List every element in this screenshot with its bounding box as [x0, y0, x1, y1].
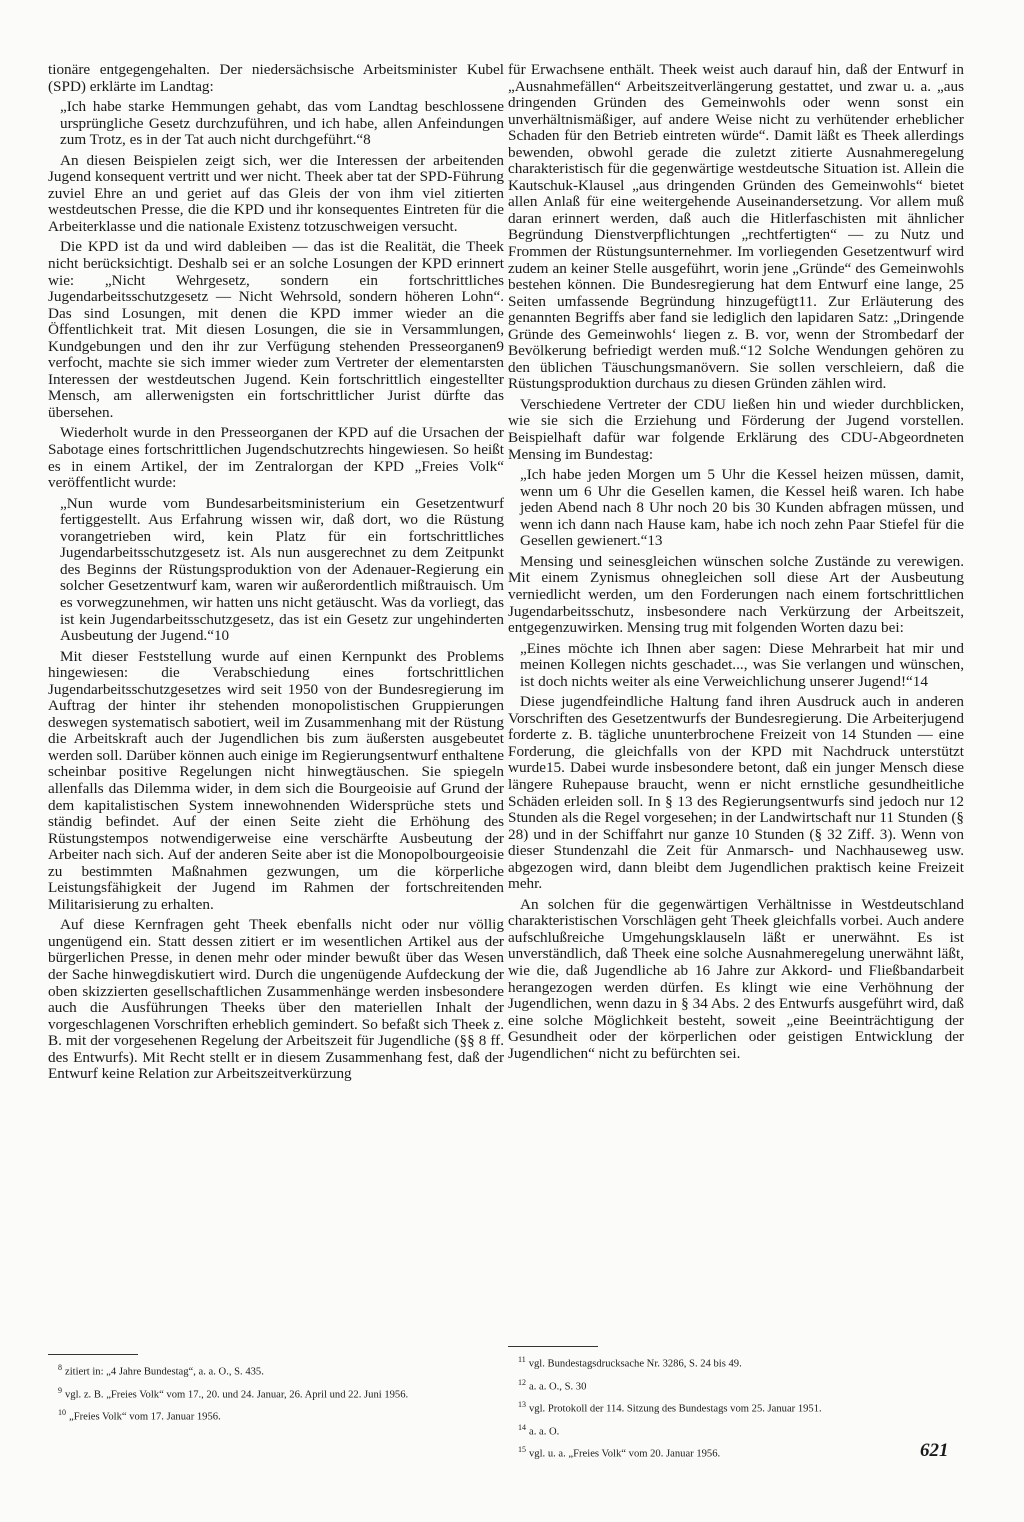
left-body-text	[48, 62, 504, 1344]
footnote-number: 10	[58, 1408, 66, 1418]
paragraph: Verschiedene Vertreter der CDU ließen hin und wieder durchblicken, wie sie sich die Erziehung und Förderung der Jugend vorstellen. Beispielhaft dafür war folgende Erklärung des CDU-Abgeordneten Mensing im Bundestag:	[508, 395, 964, 463]
paragraph: Mensing und seinesgleichen wünschen solche Zustände zu verewigen. Mit einem Zynismus ohnegleichen soll diese Art der Ausbeutung verniedlicht werden, um den Forderungen nach einem fortschrittlichen Jugendarbeitsschutz, insbesondere nach Verkürzung der Arbeitszeit, entgegenzuwirken. Mensing trug mit folgenden Worten dazu bei:	[508, 552, 964, 637]
right-body-text	[508, 62, 964, 1344]
paragraph: Wiederholt wurde in den Presseorganen der KPD auf die Ursachen der Sabotage eines fortschrittlichen Jugendschutzrechts hingewiesen. So heißt es in einem Artikel, der im Zentralorgan der KPD „Freies Volk“ veröffentlicht wurde:	[48, 424, 504, 492]
footnote-number: 11	[518, 1355, 526, 1364]
paragraph: An diesen Beispielen zeigt sich, wer die Interessen der arbeitenden Jugend konsequent vertritt und wer nicht. Theek aber tat der SPD-Führung zuviel Ehre an und geriet auf das Gleis der von ihm viel zitierten westdeutschen Presse, die die KPD und ihr konsequentes Eintreten für die Arbeiterklasse und die nationale Existenz totzuschweigen versucht.	[48, 151, 504, 235]
footnote	[508, 1443, 964, 1461]
footnote-number: 13	[518, 1400, 526, 1410]
footnote-divider	[48, 1354, 138, 1355]
footnote-number: 8	[58, 1363, 62, 1372]
footnote	[48, 1406, 504, 1424]
footnote-text: vgl. z. B. „Freies Volk“ vom 17., 20. und 24. Januar, 26. April und 22. Juni 1956.	[65, 1389, 409, 1401]
footnote	[508, 1421, 964, 1439]
footnote-text: a. a. O., S. 30	[529, 1381, 587, 1393]
footnote	[508, 1353, 964, 1371]
footnote-number: 15	[518, 1445, 526, 1455]
paragraph: Diese jugendfeindliche Haltung fand ihren Ausdruck auch in anderen Vorschriften des Gesetzentwurfs der Bundesregierung. Die Arbeiterjugend forderte z. B. tägliche ununterbrochene Freizeit von 14 Stunden — eine Forderung, die gleichfalls von der KPD mit Nachdruck unterstützt wurde15. Dabei wurde insbesondere betont, daß ein junger Mensch diese längere Ruhepause braucht, wenn er nicht ernstliche gesundheitliche Schäden erleiden soll. In § 13 des Regierungsentwurfs sind jedoch nur 12 Stunden als die Regel vorgesehen; in der Landwirtschaft nur 11 Stunden (§ 28) und in der Schiffahrt nur ganze 10 Stunden (§ 32 Ziff. 3). Wenn von dieser Stundenzahl die Zeit für Anmarsch- und Nachhauseweg usw. abgezogen wird, dann bleibt dem Jugendlichen praktisch keine Freizeit mehr.	[508, 693, 964, 893]
page-number: 621	[920, 1440, 949, 1461]
footnote-text: zitiert in: „4 Jahre Bundestag“, a. a. O., S. 435.	[65, 1366, 264, 1378]
footnote	[508, 1376, 964, 1394]
paragraph: tionäre entgegengehalten. Der niedersächsische Arbeitsminister Kubel (SPD) erklärte im Landtag:	[48, 62, 504, 95]
paragraph: Die KPD ist da und wird dableiben — das ist die Realität, die Theek nicht berücksichtigt. Deshalb sei er an solche Losungen der KPD erinnert wie: „Nicht Wehrgesetz, sondern ein fortschrittliches Jugendarbeitsschutzgesetz — Nicht Wehrsold, sondern höheren Lohn“. Das sind Losungen, mit denen die KPD immer wieder an die Öffentlichkeit trat. Mit diesen Losungen, die sie in Versammlungen, Kundgebungen und den ihr zur Verfügung stehenden Presseorganen9 verfocht, machte sie sich immer wieder zum Vertreter der elementarsten Interessen der westdeutschen Jugend. Kein fortschrittlich eingestellter Mensch, am allerwenigsten ein fortschrittlicher Jurist dürfte das übersehen.	[48, 238, 504, 421]
paragraph: An solchen für die gegenwärtigen Verhältnisse in Westdeutschland charakteristischen Vorschlägen geht Theek gleichfalls vorbei. Auch andere aufschlußreiche Umgehungsklauseln läßt er unerwähnt. Es ist unverständlich, daß Theek eine solche Ausnahmeregelung unerwähnt läßt, wie die, daß Jugendliche ab 16 Jahre zur Akkord- und Fließbandarbeit herangezogen werden dürfen. Es klingt wie eine Verhöhnung der Jugendlichen, wenn dazu in § 34 Abs. 2 des Entwurfs ausgeführt wird, daß eine solche Möglichkeit besteht, soweit „eine Beeinträchtigung der Gesundheit oder der körperlichen oder geistigen Entwicklung der Jugendlichen“ nicht zu befürchten sei.	[508, 895, 964, 1062]
block-quote: „Eines möchte ich Ihnen aber sagen: Diese Mehrarbeit hat mir und meinen Kollegen nichts geschadet..., was Sie verlangen und wünschen, ist doch nichts weiter als eine Verweichlichung unserer Jugend!“14	[520, 639, 964, 690]
footnote-text: vgl. u. a. „Freies Volk“ vom 20. Januar 1956.	[529, 1448, 721, 1460]
footnote	[48, 1384, 504, 1402]
footnote-divider	[508, 1346, 598, 1347]
footnote-text: vgl. Protokoll der 114. Sitzung des Bundestags vom 25. Januar 1951.	[529, 1403, 822, 1415]
block-quote: „Nun wurde vom Bundesarbeitsministerium ein Gesetzentwurf fertiggestellt. Aus Erfahrung wissen wir, daß dort, wo die Rüstung vorangetrieben wird, kein Platz für ein fortschrittliches Jugendarbeitsschutzgesetz ist. Als nun ausgerechnet zu dem Zeitpunkt des Beginns der Rüstungsproduktion von der Adenauer-Regierung ein solcher Gesetzentwurf kam, waren wir außerordentlich mißtrauisch. Um es vorwegzunehmen, wir hatten uns nicht getäuscht. Was da vorliegt, das ist kein Jugendarbeitsschutzgesetz, das ist ein Gesetz zur ungehinderten Ausbeutung der Jugend.“10	[60, 494, 504, 645]
footnote-text: vgl. Bundestagsdrucksache Nr. 3286, S. 24 bis 49.	[528, 1358, 742, 1370]
footnote-text: „Freies Volk“ vom 17. Januar 1956.	[69, 1411, 221, 1423]
right-footnotes	[508, 1346, 964, 1466]
left-column	[48, 62, 504, 1423]
footnote	[508, 1398, 964, 1416]
footnote-number: 12	[518, 1377, 526, 1387]
paragraph: Auf diese Kernfragen geht Theek ebenfalls nicht oder nur völlig ungenügend ein. Statt dessen zitiert er im wesentlichen Artikel aus der bürgerlichen Presse, in denen mehr oder minder bewußt über das Wesen der Sache hinwegdiskutiert wird. Durch die ungenügende Aufdeckung der oben skizzierten gesellschaftlichen Zusammenhänge werden insbesondere auch die Ausführungen Theeks über den materiellen Inhalt der vorgeschlagenen Vorschriften erheblich gemindert. So befaßt sich Theek z. B. mit der vorgesehenen Regelung der Arbeitszeit für Jugendliche (§§ 8 ff. des Entwurfs). Mit Recht stellt er in diesem Zusammenhang fest, daß der Entwurf keine Relation zur Arbeitszeitverkürzung	[48, 916, 504, 1083]
left-footnotes	[48, 1354, 504, 1429]
footnote-number: 9	[58, 1385, 62, 1395]
block-quote: „Ich habe jeden Morgen um 5 Uhr die Kessel heizen müssen, damit, wenn um 6 Uhr die Gesellen kamen, die Kessel heiß waren. Ich habe jeden Abend nach 8 Uhr noch 20 bis 30 Kunden abfragen müssen, und wenn ich dann nach Hause kam, habe ich noch zehn Paar Stiefel für die Gesellen gewienert.“13	[520, 466, 964, 550]
block-quote: „Ich habe starke Hemmungen gehabt, das vom Landtag beschlossene ursprüngliche Gesetz durchzuführen, und ich habe, allen Anfeindungen zum Trotz, es in der Tat auch nicht durchgeführt.“8	[60, 98, 504, 149]
paragraph: Mit dieser Feststellung wurde auf einen Kernpunkt des Problems hingewiesen: die Verabschiedung eines fortschrittlichen Jugendarbeitsschutzgesetzes wird seit 1950 von der Bundesregierung im Auftrag der hinter ihr stehenden monopolistischen Gruppierungen deswegen systematisch sabotiert, weil im Zusammenhang mit der Rüstung die Arbeitskraft auch der Jugendlichen bis zum äußersten ausgebeutet werden soll. Darüber können auch einige im Regierungsentwurf enthaltene scheinbar positive Regelungen nicht hinwegtäuschen. Sie spiegeln allenfalls das Dilemma wider, in dem sich die Bourgeoisie auf Grund der dem kapitalistischen System innewohnenden Widersprüche stets und ständig befindet. Auf der einen Seite zieht die Erhöhung des Rüstungstempos notwendigerweise eine verschärfte Ausbeutung der Arbeiter nach sich. Auf der anderen Seite aber ist die Monopolbourgeoisie zu bestimmten Maßnahmen gezwungen, um die körperliche Leistungsfähigkeit der Jugend im Rahmen der fortschreitenden Militarisierung zu erhalten.	[48, 647, 504, 913]
footnote-text: a. a. O.	[529, 1426, 560, 1438]
paragraph: für Erwachsene enthält. Theek weist auch darauf hin, daß der Entwurf in „Ausnahmefällen“ Arbeitszeitverlängerung gestattet, und zwar u. a. „aus dringenden Gründen des Gemeinwohls oder wenn sonst ein unverhältnismäßiger, auf andere Weise nicht zu verhütender erheblicher Schaden für den Betrieb eintreten würde“. Damit läßt es Theek allerdings bewenden, obwohl gerade die zuletzt zitierte Ausnahmeregelung charakteristisch für die gegenwärtige westdeutsche Situation ist. Allein die Kautschuk-Klausel „aus dringenden Gründen des Gemeinwohls“ bietet allen Anlaß für eine weitergehende Auseinandersetzung. Vor allem muß daran erinnert werden, daß auch die Hitlerfaschisten mit ähnlicher Begründung Dienstverpflichtungen „rechtfertigten“ — zu Nutz und Frommen der Rüstungsunternehmer. Im vorliegenden Gesetzentwurf wird zudem an keiner Stelle ausgeführt, worin jene „Gründe“ des Gemeinwohls bestehen können. Die Bundesregierung hat dem Entwurf eine lange, 25 Seiten umfassende Begründung hinzugefügt11. Zur Erläuterung des genannten Begriffs aber fand sie lediglich den lapidaren Satz: „Dringende Gründe des Gemeinwohls‘ liegen z. B. vor, wenn der Strombedarf der Bevölkerung befriedigt werden muß.“12 Solche Wendungen gehören zu den üblichen Täuschungsmanövern. Sie sollen verschleiern, daß die Rüstungsproduktion durchaus zu diesen Gründen zählen wird.	[508, 62, 964, 393]
footnote	[48, 1361, 504, 1379]
footnote-number: 14	[518, 1422, 526, 1432]
